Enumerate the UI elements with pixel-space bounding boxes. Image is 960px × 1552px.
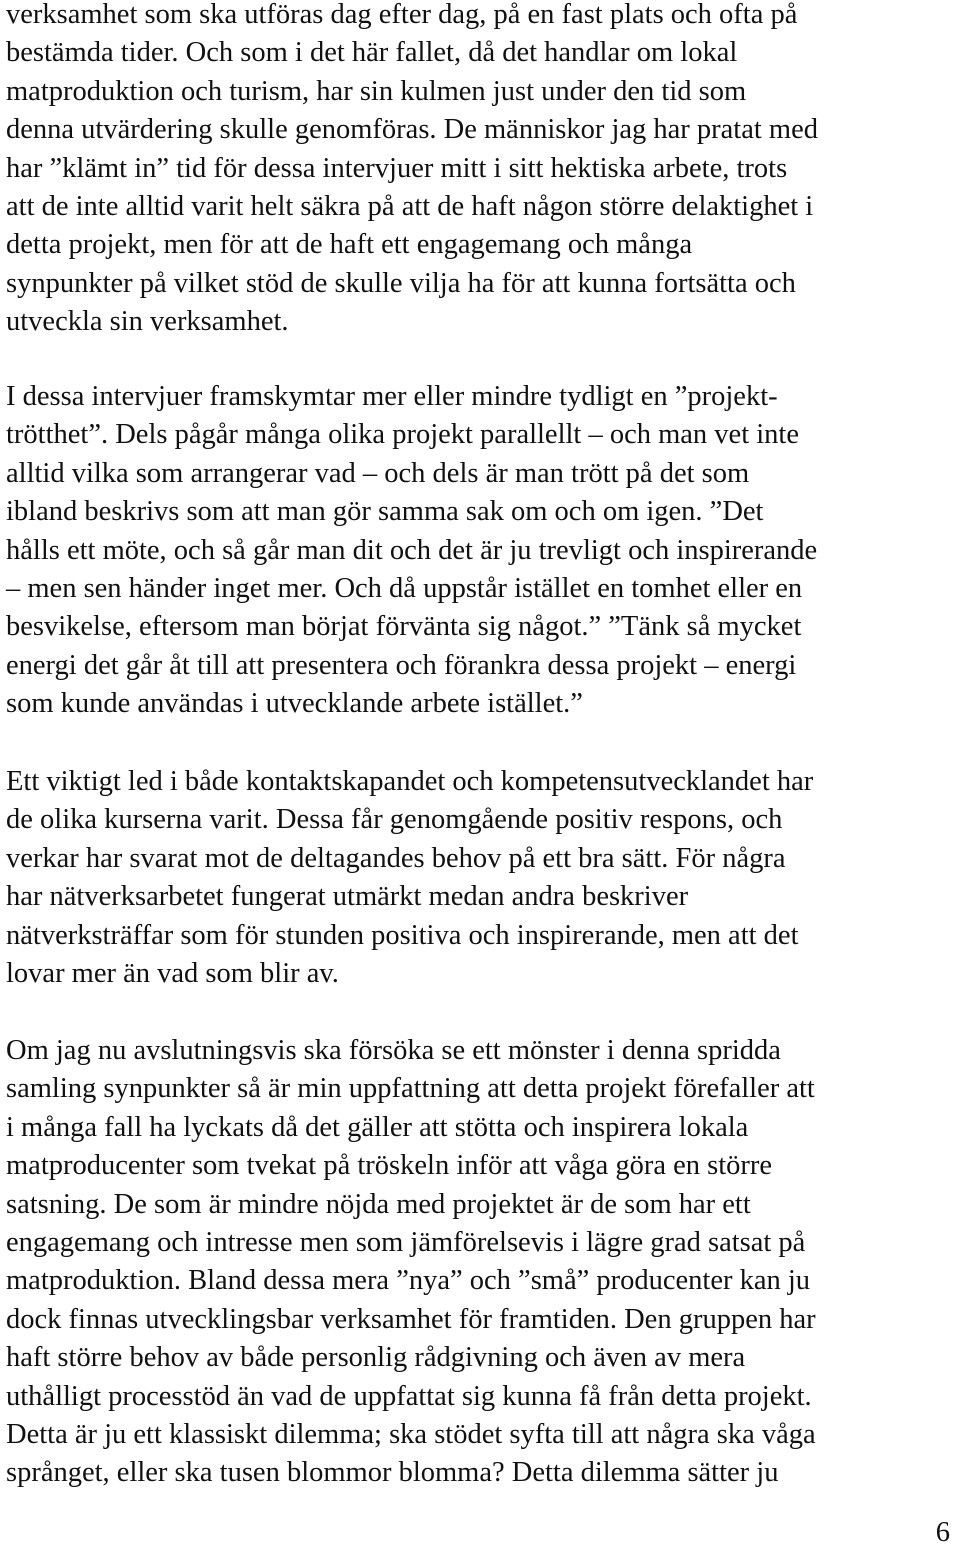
paragraph-conclusion bbox=[6, 1032, 816, 1493]
page-number: 6 bbox=[935, 1517, 950, 1548]
text-line: detta projekt, men för att de haft ett engagemang och många bbox=[6, 229, 693, 261]
text-line: nätverksträffar som för stunden positiva och inspirerande, men att det bbox=[6, 919, 799, 951]
text-line: matproduktion och turism, har sin kulmen just under den tid som bbox=[6, 75, 747, 107]
paragraph-courses bbox=[6, 763, 813, 993]
text-line: dock finnas utvecklingsbar verksamhet för framtiden. Den gruppen har bbox=[6, 1303, 816, 1335]
text-line: engagemang och intresse men som jämförelsevis i lägre grad satsat på bbox=[6, 1226, 806, 1258]
text-line: alltid vilka som arrangerar vad – och dels är man trött på det som bbox=[6, 457, 750, 489]
text-line: energi det går åt till att presentera och förankra dessa projekt – energi bbox=[6, 649, 797, 681]
text-line: Detta är ju ett klassiskt dilemma; ska stödet syfta till att några ska våga bbox=[6, 1418, 816, 1450]
text-line: utveckla sin verksamhet. bbox=[6, 306, 289, 338]
paragraph-project-fatigue bbox=[6, 378, 817, 724]
text-line: trötthet”. Dels pågår många olika projekt parallellt – och man vet inte bbox=[6, 419, 799, 451]
text-line: denna utvärdering skulle genomföras. De människor jag har pratat med bbox=[6, 114, 818, 146]
text-line: att de inte alltid varit helt säkra på att de haft någon större delaktighet i bbox=[6, 190, 814, 222]
text-line: verksamhet som ska utföras dag efter dag, på en fast plats och ofta på bbox=[6, 0, 798, 30]
text-line: de olika kurserna varit. Dessa får genomgående positiv respons, och bbox=[6, 804, 783, 836]
text-line: haft större behov av både personlig rådgivning och även av mera bbox=[6, 1342, 746, 1374]
text-line: språnget, eller ska tusen blommor blomma? Detta dilemma sätter ju bbox=[6, 1457, 779, 1489]
text-line: Ett viktigt led i både kontaktskapandet och kompetensutvecklandet har bbox=[6, 766, 814, 797]
text-line: synpunkter på vilket stöd de skulle vilja ha för att kunna fortsätta och bbox=[6, 267, 796, 299]
text-line: har ”klämt in” tid för dessa intervjuer mitt i sitt hektiska arbete, trots bbox=[6, 152, 788, 184]
text-line: uthålligt processtöd än vad de uppfattat sig kunna få från detta projekt. bbox=[6, 1380, 812, 1412]
paragraph-intro-continuation bbox=[6, 0, 818, 342]
text-line: ibland beskrivs som att man gör samma sak om och om igen. ”Det bbox=[6, 496, 764, 528]
text-line: verkar har svarat mot de deltagandes behov på ett bra sätt. För några bbox=[6, 842, 786, 874]
text-line: hålls ett möte, och så går man dit och det är ju trevligt och inspirerande bbox=[6, 534, 818, 566]
text-line: satsning. De som är mindre nöjda med projektet är de som har ett bbox=[6, 1188, 751, 1220]
text-line: matproduktion. Bland dessa mera ”nya” och ”små” producenter kan ju bbox=[6, 1265, 811, 1297]
text-line: bestämda tider. Och som i det här fallet, då det handlar om lokal bbox=[6, 37, 738, 69]
text-line: besvikelse, eftersom man börjat förvänta sig något.” ”Tänk så mycket bbox=[6, 611, 802, 643]
text-line: I dessa intervjuer framskymtar mer eller mindre tydligt en ”projekt- bbox=[6, 381, 778, 412]
text-line: Om jag nu avslutningsvis ska försöka se ett mönster i denna spridda bbox=[6, 1035, 781, 1066]
text-line: matproducenter som tvekat på tröskeln inför att våga göra en större bbox=[6, 1150, 773, 1182]
text-line: i många fall ha lyckats då det gäller att stötta och inspirera lokala bbox=[6, 1111, 749, 1143]
text-line: – men sen händer inget mer. Och då uppstår istället en tomhet eller en bbox=[6, 572, 803, 604]
text-line: lovar mer än vad som blir av. bbox=[6, 957, 339, 989]
text-line: som kunde användas i utvecklande arbete istället.” bbox=[6, 688, 583, 720]
text-line: samling synpunkter så är min uppfattning att detta projekt förefaller att bbox=[6, 1073, 815, 1105]
text-line: har nätverksarbetet fungerat utmärkt medan andra beskriver bbox=[6, 881, 689, 913]
